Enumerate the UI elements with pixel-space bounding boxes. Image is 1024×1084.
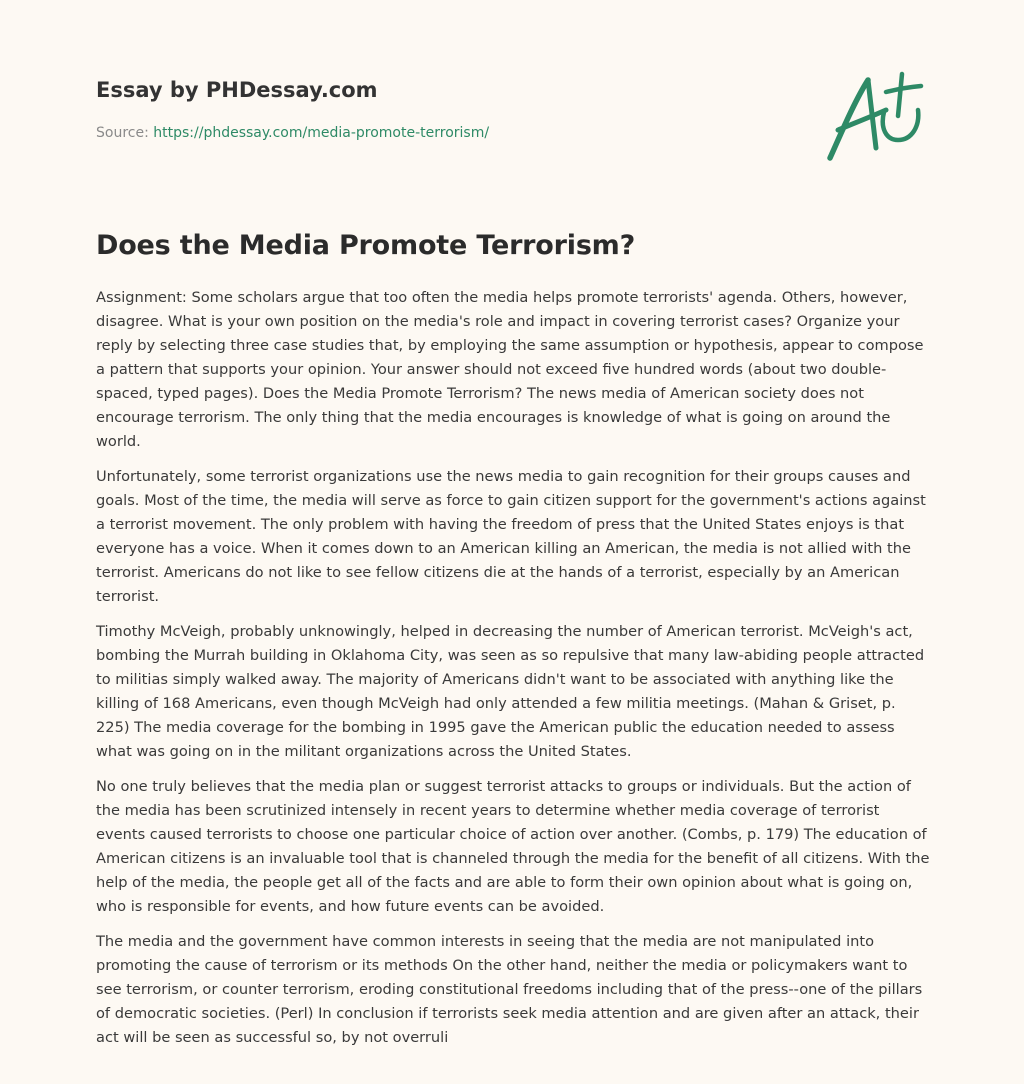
source-link[interactable]: https://phdessay.com/media-promote-terrorism/ [153,125,490,141]
source-line [96,123,489,143]
a-plus-logo-icon [824,66,928,166]
brand-title: Essay by PHDessay.com [96,78,378,102]
essay-paragraph: No one truly believes that the media plan or suggest terrorist attacks to groups or individuals. But the action of the media has been scrutinized intensely in recent years to determine whether media coverage of terrorist events caused terrorists to choose one particular choice of action over another. (Combs, p. 179) The education of American citizens is an invaluable tool that is channeled through the media for the benefit of all citizens. With the help of the media, the people get all of the facts and are able to form their own opinion about what is going on, who is responsible for events, and how future events can be avoided. [96,778,930,915]
source-label: Source: [96,125,154,141]
essay-body [96,286,932,1061]
essay-paragraph: Timothy McVeigh, probably unknowingly, helped in decreasing the number of American terrorist. McVeigh's act, bombing the Murrah building in Oklahoma City, was seen as so repulsive that many law-abiding people attracted to militias simply walked away. The majority of Americans didn't want to be associated with anything like the killing of 168 Americans, even though McVeigh had only attended a few militia meetings. (Mahan & Griset, p. 225) The media coverage for the bombing in 1995 gave the American public the education needed to assess what was going on in the militant organizations across the United States. [96,623,925,760]
essay-paragraph: Unfortunately, some terrorist organizations use the news media to gain recognition for their groups causes and goals. Most of the time, the media will serve as force to gain citizen support for the government's actions against a terrorist movement. The only problem with having the freedom of press that the United States enjoys is that everyone has a voice. When it comes down to an American killing an American, the media is not allied with the terrorist. Americans do not like to see fellow citizens die at the hands of a terrorist, especially by an American terrorist. [96,468,926,605]
essay-paragraph: The media and the government have common interests in seeing that the media are not manipulated into promoting the cause of terrorism or its methods On the other hand, neither the media or policymakers want to see terrorism, or counter terrorism, eroding constitutional freedoms including that of the press--one of the pillars of democratic societies. (Perl) In conclusion if terrorists seek media attention and are given after an attack, their act will be seen as successful so, by not overruli [96,933,923,1046]
essay-title: Does the Media Promote Terrorism? [96,230,636,261]
essay-paragraph: Assignment: Some scholars argue that too often the media helps promote terrorists' agenda. Others, however, disagree. What is your own position on the media's role and impact in covering terrorist cases? Organize your reply by selecting three case studies that, by employing the same assumption or hypothesis, appear to compose a pattern that supports your opinion. Your answer should not exceed five hundred words (about two double-spaced, typed pages). Does the Media Promote Terrorism? The news media of American society does not encourage terrorism. The only thing that the media encourages is knowledge of what is going on around the world. [96,289,924,450]
essay-header [96,76,928,166]
